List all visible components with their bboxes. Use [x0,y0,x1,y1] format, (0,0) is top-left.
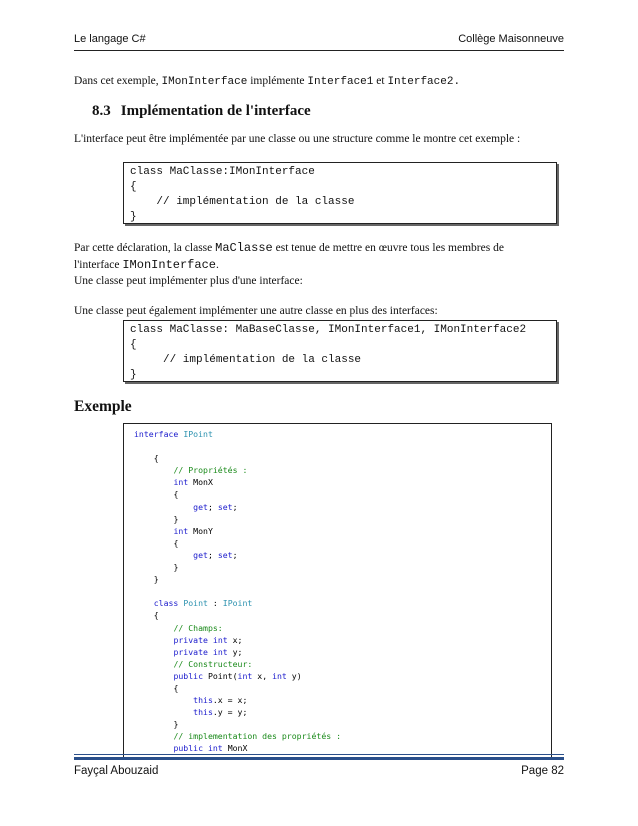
code-token: ; [207,501,218,512]
code-line: { [130,181,137,193]
code-token: y; [232,646,243,657]
code-token: private [173,634,208,645]
para-text: Par cette déclaration, la classe [74,242,216,254]
header-left: Le langage C# [74,33,146,45]
code-token: x, [257,670,273,681]
page-number: Page 82 [521,765,564,777]
code-line: } [130,369,137,381]
para-code: MaClasse [215,241,273,255]
code-token: this [193,707,213,718]
code-line: // implémentation de la classe [130,196,355,208]
intro-paragraph [74,73,564,90]
example-heading: Exemple [74,398,132,415]
code-token: { [153,610,159,621]
code-token: ; [232,501,238,512]
header-right: Collège Maisonneuve [458,33,564,45]
code-token: : [207,598,223,609]
code-token: int [212,634,228,645]
para-code: IMonInterface [122,258,216,272]
code-token: get [193,501,208,512]
code-token: private [173,646,208,657]
intro-text: Dans cet exemple, [74,75,162,87]
code-token: Point [183,598,208,609]
code-token: { [153,453,159,464]
code-line: class MaClasse:IMonInterface [130,166,315,178]
code-token: set [217,549,233,560]
code-token: y) [291,670,302,681]
para-text: l'interface [74,259,123,271]
paragraph: Une classe peut implémenter plus d'une interface: [74,275,303,287]
footer-rule [74,757,564,760]
code-token: get [193,549,208,560]
code-token: int [272,670,287,681]
paragraph: L'interface peut être implémentée par une classe ou une structure comme le montre cet exemple : [74,133,521,145]
section-title: Implémentation de l'interface [120,103,311,119]
intro-code: Interface1 [307,76,374,88]
code-token: } [153,574,159,585]
code-token: set [217,501,233,512]
code-token: MonX [193,477,213,488]
paragraph [74,240,564,256]
section-heading [92,103,311,120]
paragraph: Une classe peut également implémenter une autre classe en plus des interfaces: [74,305,438,317]
section-number: 8.3 [92,103,111,119]
para-text: est tenue de mettre en œuvre tous les membres de [272,242,504,254]
footer-rule [74,754,564,755]
code-token: MonX [227,743,248,754]
code-token: MonY [193,525,213,536]
code-token: IPoint [183,429,213,439]
code-token: { [173,682,179,693]
code-token: // Constructeur: [173,658,253,669]
code-text [130,165,556,225]
code-token: // Propriétés : [173,465,248,476]
code-token: ; [232,549,238,560]
paragraph [74,257,564,273]
code-token: public [173,670,204,681]
code-token: this [193,695,213,706]
code-token: int [207,743,223,754]
intro-text: implémente [247,75,308,87]
code-block [123,162,557,224]
code-line: // implémentation de la classe [130,354,362,366]
intro-code: IMonInterface [161,76,248,88]
code-token: int [173,477,189,488]
code-token: .y = y; [212,707,248,718]
para-text: . [215,259,219,271]
footer-author: Fayçal Abouzaid [74,765,159,777]
intro-text: et [373,75,388,87]
example-code-block [123,423,552,758]
code-token: int [237,670,253,681]
code-token: x; [232,634,243,645]
code-token: } [173,719,179,730]
page-footer [74,765,564,781]
code-block [123,320,557,382]
code-line: } [130,211,137,223]
code-line: class MaClasse: MaBaseClasse, IMonInterface1, IMonInterface2 [130,324,527,336]
intro-code: Interface2. [387,76,461,88]
code-token: int [212,646,228,657]
code-token: // Champs: [173,622,223,633]
code-token: } [173,513,179,524]
code-line: { [130,339,137,351]
code-token: // implementation des propriétés : [173,731,342,742]
code-token: IPoint [222,598,253,609]
code-text [130,323,556,383]
code-token: { [173,489,179,500]
code-token: .x = x; [212,695,248,706]
code-token: public [173,743,204,754]
code-token: } [173,562,179,573]
code-token: interface [134,429,179,439]
code-token: { [173,537,179,548]
code-token: Point( [207,670,238,681]
code-token: ; [207,549,218,560]
page-header [74,33,564,51]
code-token: class [153,598,179,609]
code-token: int [173,525,189,536]
header-rule [74,50,564,51]
code-text [134,428,551,755]
